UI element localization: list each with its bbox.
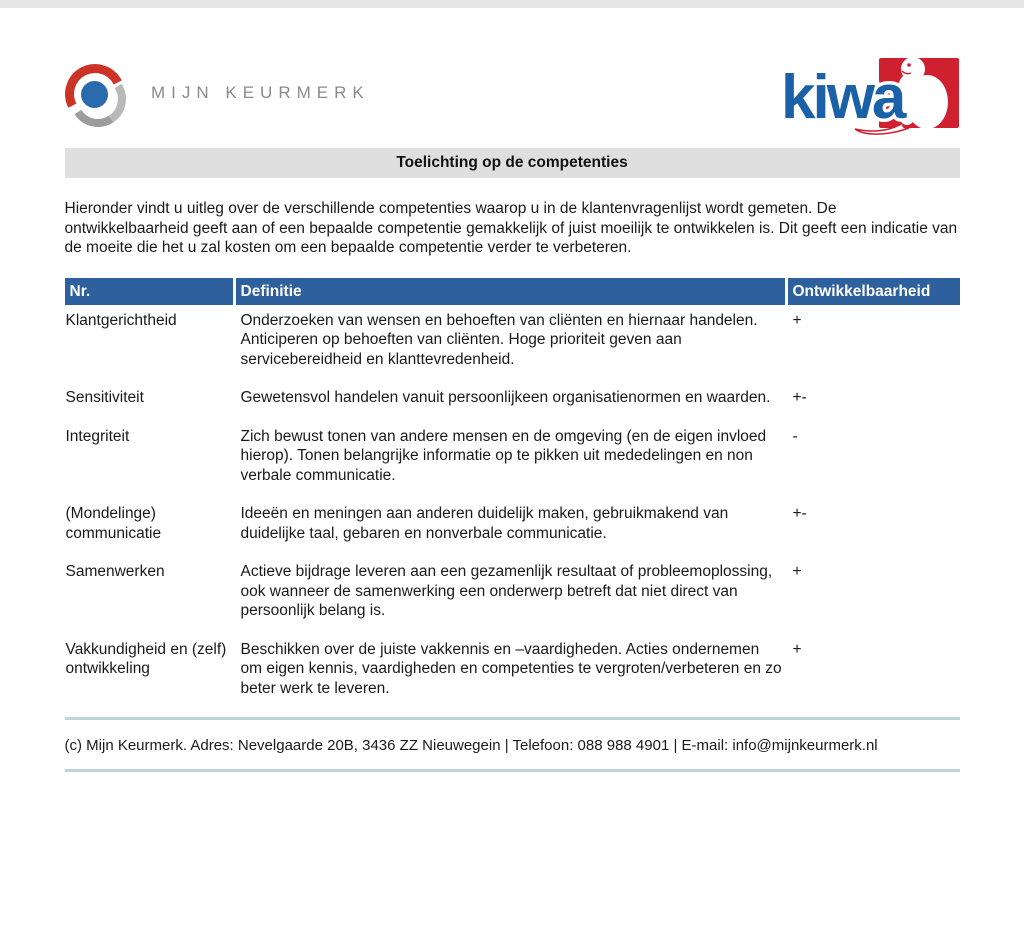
kiwa-logo-text: kiwa	[781, 63, 904, 132]
competentie-definition: Gewetensvol handelen vanuit persoonlijkeen organisatienormen en waarden.	[240, 389, 771, 407]
column-header-ontwikkelbaarheid: Ontwikkelbaarheid	[788, 278, 960, 305]
competentie-name: Vakkundigheid en (zelf) ontwikkeling	[65, 640, 227, 678]
competentie-development: +	[792, 563, 802, 581]
table-row	[65, 388, 960, 408]
competentie-definition: Beschikken over de juiste vakkennis en –vaardigheden. Acties ondernemen om eigen kennis, vaardigheden en competenties te vergroten/verbeteren en zo beter werk te leveren.	[240, 640, 782, 697]
footer-contact-info: (c) Mijn Keurmerk. Adres: Nevelgaarde 20B, 3436 ZZ Nieuwegein | Telefoon: 088 988 4901 | E-mail: info@mijnkeurmerk.nl	[64, 737, 878, 755]
competentie-development: +	[792, 640, 802, 658]
competentie-name: Klantgerichtheid	[65, 311, 177, 329]
table-header-row	[65, 278, 960, 305]
kiwa-logo	[781, 52, 963, 140]
competentie-development: +-	[792, 389, 807, 407]
column-header-definitie: Definitie	[236, 278, 785, 305]
competentie-development: -	[792, 427, 798, 445]
table-body	[65, 311, 960, 699]
intro-paragraph: Hieronder vindt u uitleg over de verschillende competenties waarop u in de klantenvragenlijst wordt gemeten. De ontwikkelbaarheid geeft aan of een bepaalde competentie gemakkelijk of juist moeilijk te ontwikkelen is. Dit geeft een indicatie van de moeite die het u zal kosten om een bepaalde competentie verder te verbeteren.	[64, 200, 958, 257]
top-edge-strip	[0, 0, 1024, 8]
competentie-name: Integriteit	[65, 427, 130, 445]
document-header	[63, 52, 961, 140]
mijn-keurmerk-logo	[63, 62, 370, 124]
competentie-name: (Mondelinge) communicatie	[65, 505, 162, 542]
table-row	[65, 427, 960, 486]
competentie-development: +	[792, 311, 802, 329]
competentie-definition: Zich bewust tonen van andere mensen en de omgeving (en de eigen invloed hierop). Tonen belangrijke informatie op te pikken uit mededelingen en non verbale communicatie.	[240, 427, 767, 484]
competentie-development: +-	[792, 505, 807, 523]
competentie-definition: Ideeën en meningen aan anderen duidelijk maken, gebruikmakend van duidelijke taal, gebaren en nonverbale communicatie.	[240, 505, 729, 542]
competentie-definition: Actieve bijdrage leveren aan een gezamenlijk resultaat of probleemoplossing, ook wanneer de samenwerking een onderwerp betreft dat niet direct van persoonlijk belang is.	[240, 563, 773, 620]
mijn-keurmerk-logo-text: MIJN KEURMERK	[151, 83, 370, 102]
logo-blue-circle	[79, 79, 110, 110]
competenties-table	[65, 278, 960, 699]
competentie-definition: Onderzoeken van wensen en behoeften van cliënten en hiernaar handelen. Anticiperen op behoeften van cliënten. Hoge prioriteit geven aan servicebereidheid en klanttevredenheid.	[240, 311, 758, 368]
table-row	[65, 640, 960, 699]
table-row	[65, 504, 960, 543]
footer-divider-bottom	[65, 769, 960, 772]
footer-divider-top	[65, 717, 960, 720]
table-row	[65, 311, 960, 370]
table-row	[65, 562, 960, 621]
column-header-nr: Nr.	[65, 278, 233, 305]
competentie-name: Sensitiviteit	[65, 389, 144, 407]
page-title: Toelichting op de competenties	[65, 148, 960, 178]
mijn-keurmerk-logo-icon	[63, 62, 125, 124]
competentie-name: Samenwerken	[65, 563, 165, 581]
